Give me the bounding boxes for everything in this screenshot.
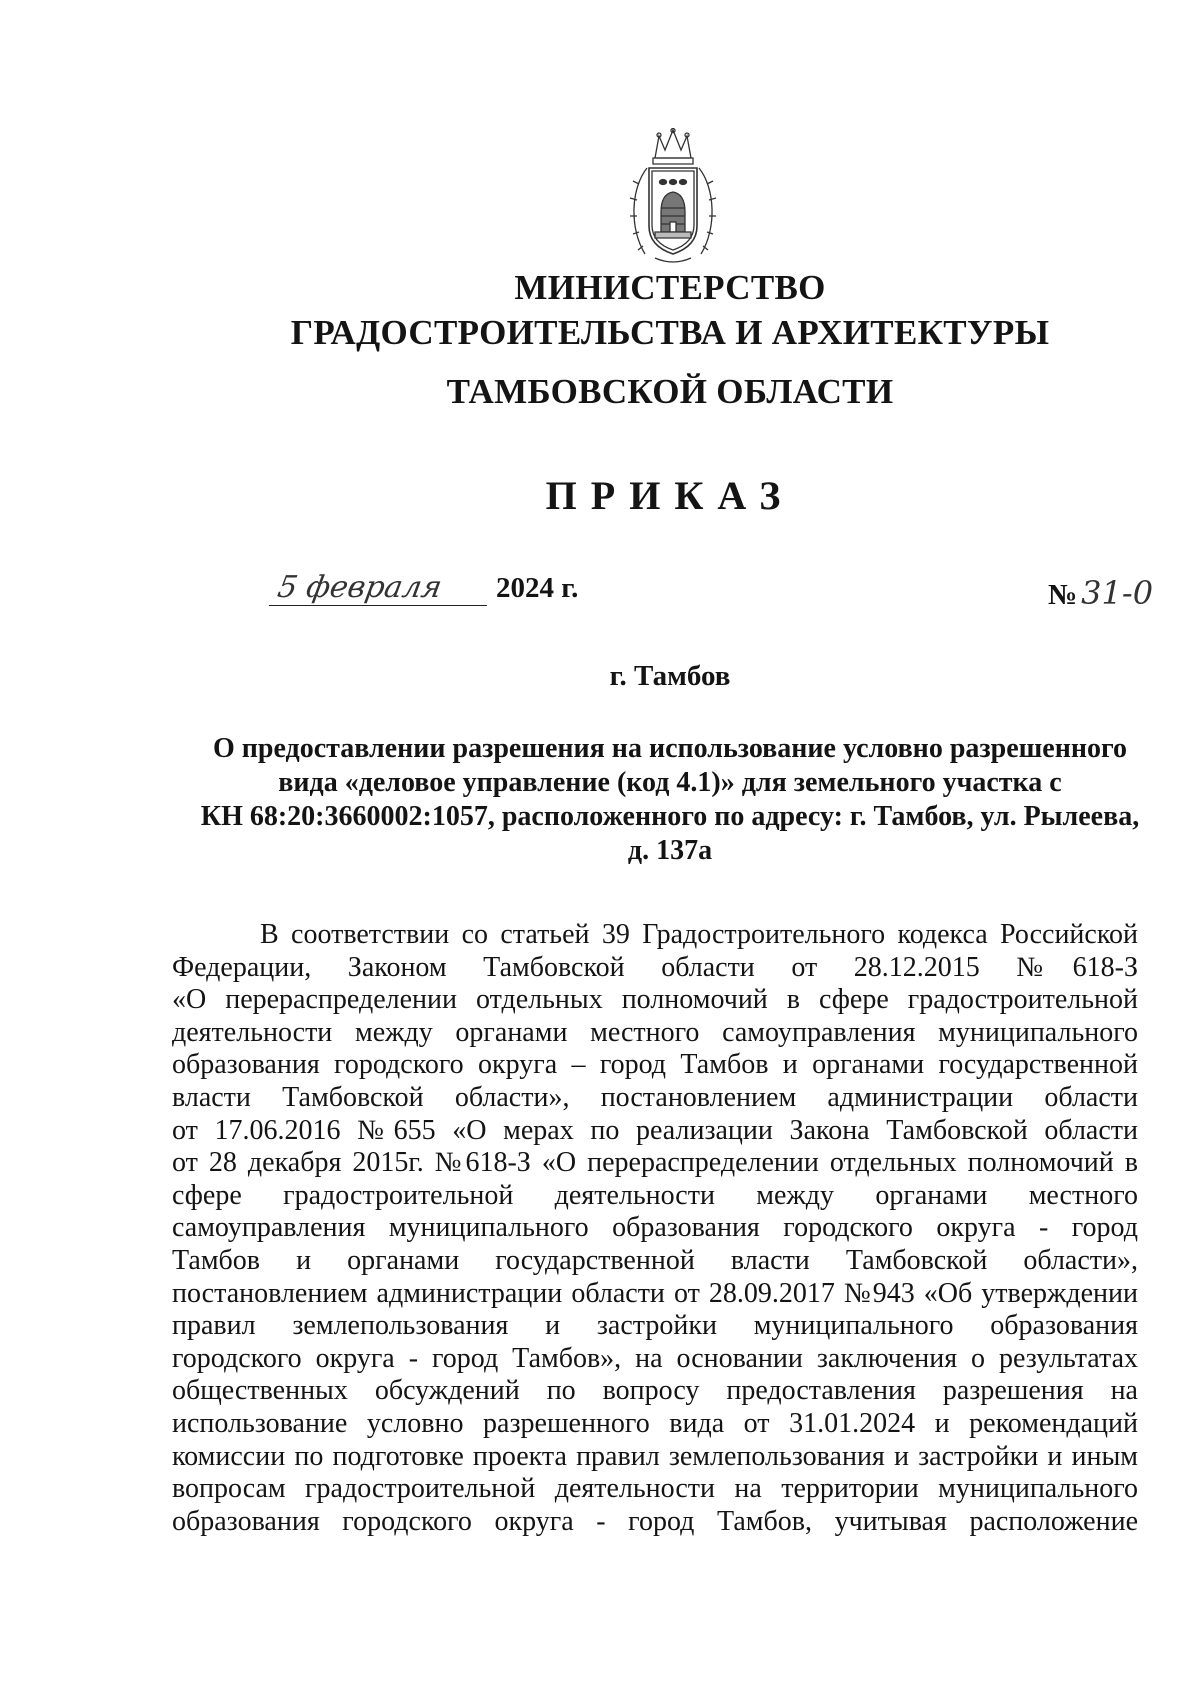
subject-line: О предоставлении разрешения на использование условно разрешенного bbox=[212, 733, 1127, 764]
ministry-name-line-1: МИНИСТЕРСТВО bbox=[514, 268, 826, 307]
handwritten-number: 31-0 bbox=[1081, 574, 1154, 612]
body-line: В соответствии со статьей 39 Градостроительного кодекса Российской bbox=[260, 919, 1138, 950]
body-line: самоуправления муниципального образования городского округа - город bbox=[172, 1212, 1138, 1244]
body-line: постановлением администрации области от 28.09.2017 №943 «Об утверждении bbox=[172, 1277, 1138, 1309]
number-sign: № bbox=[1048, 579, 1078, 611]
document-city: г. Тамбов bbox=[609, 660, 731, 692]
ministry-name-line-3: ТАМБОВСКОЙ ОБЛАСТИ bbox=[446, 372, 894, 411]
subject-line: вида «деловое управление (код 4.1)» для земельного участка с bbox=[278, 767, 1062, 798]
body-line: Федерации, Законом Тамбовской области от 28.12.2015 №618-З bbox=[172, 951, 1138, 983]
body-line: вопросам градостроительной деятельности на территории муниципального bbox=[172, 1473, 1138, 1505]
body-line: Тамбов и органами государственной власти Тамбовской области», bbox=[172, 1244, 1138, 1276]
handwritten-date: 5 февраля bbox=[269, 570, 493, 606]
subject-line: КН 68:20:3660002:1057, расположенного по адресу: г. Тамбов, ул. Рылеева, bbox=[200, 801, 1140, 832]
subject-line: д. 137а bbox=[627, 835, 713, 866]
date-year: 2024 г. bbox=[496, 572, 579, 604]
body-line: «О перераспределении отдельных полномочий в сфере градостроительной bbox=[172, 984, 1138, 1016]
document-body bbox=[172, 919, 1138, 1538]
body-line: использование условно разрешенного вида от 31.01.2024 и рекомендаций bbox=[172, 1407, 1138, 1439]
body-line: правил землепользования и застройки муниципального образования bbox=[172, 1310, 1138, 1342]
body-line: комиссии по подготовке проекта правил землепользования и застройки и иным bbox=[172, 1440, 1138, 1472]
ministry-name-line-2: ГРАДОСТРОИТЕЛЬСТВА И АРХИТЕКТУРЫ bbox=[290, 313, 1050, 352]
body-line: образования городского округа – город Тамбов и органами государственной bbox=[172, 1049, 1138, 1081]
document-number bbox=[1048, 574, 1153, 612]
body-line: деятельности между органами местного самоуправления муниципального bbox=[172, 1016, 1138, 1048]
body-line: образования городского округа - город Тамбов, учитывая расположение bbox=[172, 1505, 1138, 1537]
body-line: городского округа - город Тамбов», на основании заключения о результатах bbox=[172, 1342, 1138, 1374]
document-type-title: ПРИКАЗ bbox=[545, 473, 795, 518]
body-line: общественных обсуждений по вопросу предоставления разрешения на bbox=[172, 1375, 1138, 1407]
tambov-coat-of-arms-icon bbox=[625, 128, 721, 268]
body-line: сфере градостроительной деятельности между органами местного bbox=[172, 1179, 1138, 1211]
document-date bbox=[272, 570, 578, 612]
body-line: власти Тамбовской области», постановлением администрации области bbox=[172, 1081, 1138, 1113]
body-line: от 28 декабря 2015г. №618-З «О перераспределении отдельных полномочий в bbox=[172, 1147, 1138, 1179]
body-line: от 17.06.2016 №655 «О мерах по реализации Закона Тамбовской области bbox=[172, 1114, 1138, 1146]
document-subject bbox=[175, 732, 1165, 868]
